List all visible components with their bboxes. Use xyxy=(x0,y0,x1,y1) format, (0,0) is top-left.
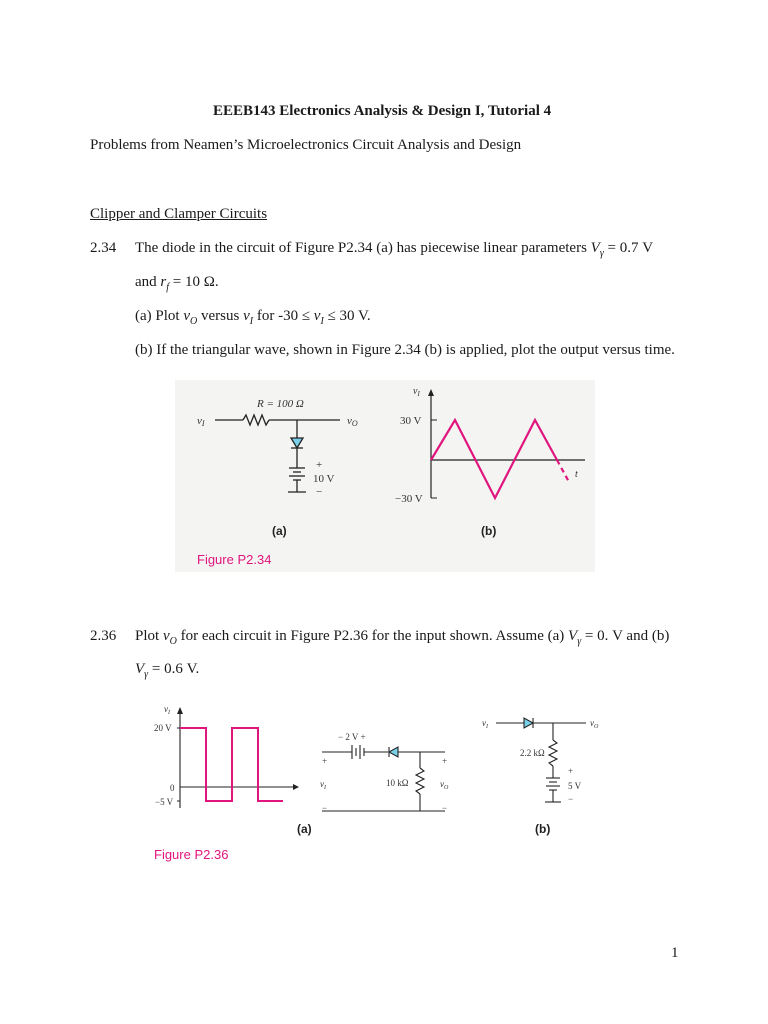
output-minus: − xyxy=(442,803,448,813)
problem-2-34-line1: The diode in the circuit of Figure P2.34 (a) has piecewise linear parameters $V_\gamma = 0.7$ V xyxy=(135,240,654,259)
problem-2-34-number: 2.34 xyxy=(90,240,117,256)
diode-symbol xyxy=(389,747,398,757)
figure-p2-34 xyxy=(175,380,595,572)
problem-2-34-part-b: (b) If the triangular wave, shown in Figure 2.34 (b) is applied, plot the output versus time. xyxy=(135,342,675,358)
axis-vi-label: $v_I$ xyxy=(413,386,420,398)
axis-t-label: t xyxy=(575,469,578,480)
square-waveform-plot xyxy=(177,707,299,808)
diode-symbol xyxy=(291,438,303,448)
battery-minus: − xyxy=(316,486,323,498)
input-plus: + xyxy=(322,756,328,766)
problem-2-36-line1: Plot $v_O$ for each circuit in Figure P2.36 for the input shown. Assume (a) $V_\gamma = 0$. V and (b) xyxy=(135,628,670,647)
problem-2-36-line2: $V_\gamma = 0.6$ V. xyxy=(135,661,200,680)
figure-caption: Figure P2.34 xyxy=(197,552,272,567)
page-number: 1 xyxy=(671,945,679,961)
resistor-symbol xyxy=(243,415,269,425)
subfigure-b-label: (b) xyxy=(481,524,497,538)
battery-b-minus: − xyxy=(568,794,574,804)
vi-label-b: $v_I$ xyxy=(482,718,488,730)
square-wave xyxy=(180,728,283,801)
battery-voltage: 10 V xyxy=(313,473,335,485)
subfigure-a-label: (a) xyxy=(297,822,312,836)
tick-0: 0 xyxy=(170,783,175,793)
battery-plus: + xyxy=(316,459,323,471)
vo-label-b: $v_O$ xyxy=(590,718,599,730)
tick-30v: 30 V xyxy=(400,415,422,427)
resistor-b-label: 2.2 kΩ xyxy=(520,748,545,758)
vo-label: vO xyxy=(347,415,358,428)
battery-a-label: − 2 V + xyxy=(338,732,366,742)
document-subtitle: Problems from Neamen’s Microelectronics Circuit Analysis and Design xyxy=(90,137,522,153)
tick-20v: 20 V xyxy=(154,723,172,733)
resistor-a-label: 10 kΩ xyxy=(386,778,409,788)
output-plus: + xyxy=(442,756,448,766)
problem-2-34-line2: and $r_f = 10$ Ω. xyxy=(135,274,219,293)
triangle-wave xyxy=(431,420,557,498)
diode-symbol xyxy=(524,718,533,728)
tick-minus-5v: −5 V xyxy=(155,797,174,807)
battery-b-plus: + xyxy=(568,766,574,776)
vi-label: $v_I$ xyxy=(320,779,326,791)
triangle-wave-continuation xyxy=(557,460,569,482)
triangle-waveform-plot xyxy=(428,389,585,498)
battery-b-voltage: 5 V xyxy=(568,781,582,791)
section-heading: Clipper and Clamper Circuits xyxy=(90,206,268,222)
document-title: EEEB143 Electronics Analysis & Design I, Tutorial 4 xyxy=(213,103,552,119)
tick-minus-30v: −30 V xyxy=(395,493,423,505)
figure-p2-36 xyxy=(140,698,620,878)
resistor-symbol xyxy=(416,768,424,794)
problem-2-36-number: 2.36 xyxy=(90,628,117,644)
input-minus: − xyxy=(322,803,328,813)
subfigure-a-label: (a) xyxy=(272,524,287,538)
vo-label: $v_O$ xyxy=(440,779,449,791)
figure-caption: Figure P2.36 xyxy=(154,847,229,862)
vi-label: vI xyxy=(197,415,205,428)
resistor-label: R = 100 Ω xyxy=(257,398,304,410)
subfigure-b-label: (b) xyxy=(535,822,551,836)
circuit-p2-36a xyxy=(322,745,448,813)
resistor-symbol xyxy=(549,740,557,766)
axis-vi-label: $v_I$ xyxy=(164,704,170,716)
problem-2-34-part-a: (a) Plot $v_O$ versus $v_I$ for $-30 \le v_I \le 30$ V. xyxy=(135,308,371,327)
